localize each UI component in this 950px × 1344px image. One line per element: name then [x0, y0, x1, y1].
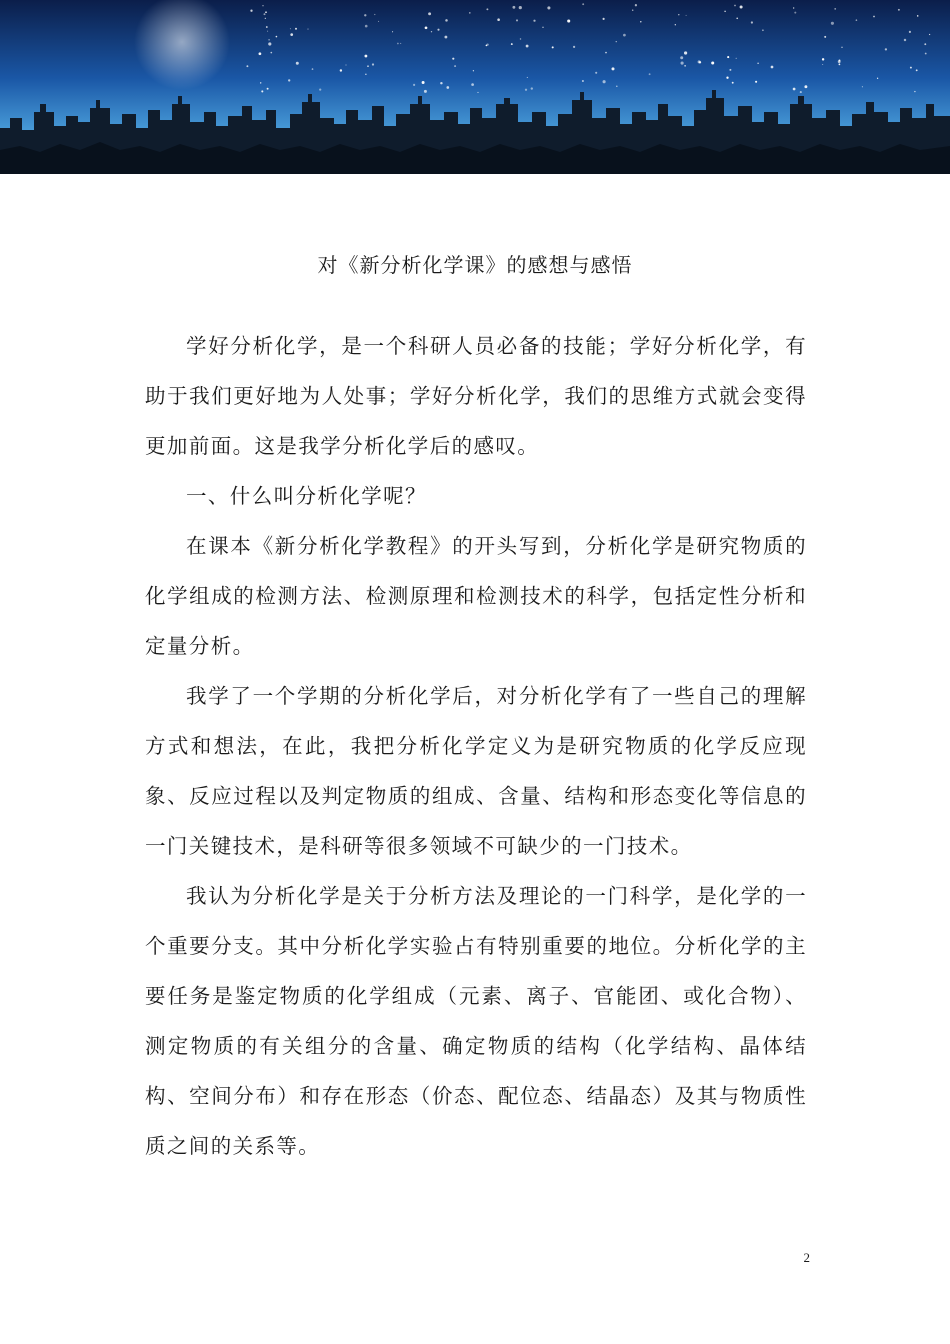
star: [345, 64, 346, 65]
star: [266, 26, 268, 28]
star: [250, 10, 252, 12]
star: [486, 8, 488, 10]
star: [649, 73, 651, 75]
star: [910, 67, 912, 69]
star: [824, 36, 826, 38]
star: [724, 11, 725, 12]
star: [392, 31, 393, 32]
star: [372, 63, 374, 65]
star: [834, 8, 836, 10]
star: [567, 19, 570, 22]
star: [519, 6, 522, 9]
paragraph-main-tasks: 我认为分析化学是关于分析方法及理论的一门科学，是化学的一个重要分支。其中分析化学实验占有特别重要的地位。分析化学的主要任务是鉴定物质的化学组成（元素、离子、官能团、或化合物）、测定物质的有关组分的含量、确定物质的结构（化学结构、晶体结构、空间分布）和存在形态（价态、配位态、结晶态）及其与物质性质之间的关系等。: [145, 884, 807, 1158]
star: [413, 84, 415, 86]
star: [552, 46, 554, 48]
star: [839, 64, 841, 66]
star: [757, 62, 759, 64]
page-number: 2: [803, 1250, 810, 1265]
star: [686, 15, 687, 16]
paragraph-textbook-definition: 在课本《新分析化学教程》的开头写到，分析化学是研究物质的化学组成的检测方法、检测原理和检测技术的科学，包括定性分析和定量分析。: [145, 534, 807, 658]
star: [632, 9, 633, 10]
star: [261, 90, 263, 92]
star: [516, 19, 518, 21]
star: [431, 31, 432, 32]
star: [681, 62, 684, 65]
star: [914, 91, 915, 92]
star: [640, 21, 641, 22]
star: [340, 69, 342, 71]
star: [471, 83, 474, 86]
star: [264, 13, 266, 15]
star: [822, 64, 823, 65]
star: [444, 36, 447, 39]
star: [740, 5, 743, 8]
star: [288, 79, 290, 81]
star: [678, 14, 679, 15]
star: [276, 36, 278, 38]
star: [312, 68, 314, 70]
star: [526, 45, 529, 48]
star: [374, 14, 375, 15]
star: [262, 5, 263, 6]
star: [268, 42, 271, 45]
star: [533, 20, 535, 22]
star: [582, 80, 584, 82]
star: [265, 11, 267, 13]
star: [675, 24, 676, 25]
star: [793, 88, 796, 91]
star: [290, 33, 293, 36]
star: [511, 43, 513, 45]
header-banner: [0, 0, 950, 174]
star: [603, 18, 605, 20]
star: [437, 29, 439, 31]
star: [804, 85, 807, 88]
star: [616, 41, 617, 42]
star: [909, 31, 911, 33]
star: [929, 34, 930, 35]
star: [762, 29, 764, 31]
star: [469, 12, 471, 14]
star: [364, 55, 367, 58]
star: [603, 80, 606, 83]
star: [680, 56, 683, 59]
star: [856, 19, 858, 21]
star: [425, 26, 428, 29]
star: [397, 43, 399, 45]
star: [885, 48, 887, 50]
star: [428, 12, 431, 15]
star: [736, 58, 737, 59]
star: [734, 5, 736, 7]
star: [422, 81, 425, 84]
star: [916, 69, 918, 71]
star: [582, 3, 584, 5]
paragraph-personal-understanding: 我学了一个学期的分析化学后，对分析化学有了一些自己的理解方式和想法，在此，我把分析化学定义为是研究物质的化学反应现象、反应过程以及判定物质的组成、含量、结构和形态变化等信息的一门关键技术，是科研等很多领域不可缺少的一门技术。: [145, 684, 807, 858]
star: [365, 25, 368, 28]
star: [265, 18, 266, 19]
star: [267, 31, 268, 32]
star: [445, 19, 448, 22]
star: [822, 58, 824, 60]
star: [917, 15, 919, 17]
star: [296, 62, 299, 65]
star: [246, 65, 248, 67]
star: [595, 72, 597, 74]
star: [486, 43, 488, 45]
star: [525, 89, 527, 91]
star: [794, 12, 796, 14]
star: [771, 66, 774, 69]
star: [862, 86, 863, 87]
star: [684, 51, 687, 54]
star: [378, 21, 379, 22]
star: [270, 52, 272, 54]
star: [698, 60, 701, 63]
star: [623, 34, 626, 37]
star: [838, 60, 841, 63]
star: [527, 77, 528, 78]
star: [793, 7, 794, 8]
star: [684, 65, 685, 66]
star: [616, 86, 618, 88]
star: [367, 65, 369, 67]
document-body: [145, 321, 807, 1171]
star: [307, 29, 308, 30]
star: [520, 38, 521, 39]
document-title: 对《新分析化学课》的感想与感悟: [317, 253, 633, 277]
star: [477, 92, 478, 93]
star: [873, 16, 875, 18]
star: [424, 90, 427, 93]
star: [454, 65, 456, 67]
star: [573, 46, 575, 48]
star: [260, 82, 261, 83]
star: [452, 58, 454, 60]
star: [268, 39, 270, 41]
star: [755, 81, 757, 83]
star: [400, 43, 401, 44]
star: [831, 22, 834, 25]
star: [732, 82, 734, 84]
star: [841, 47, 842, 48]
star: [611, 67, 614, 70]
section-heading-what-is-analytical-chemistry: 一、什么叫分析化学呢？: [186, 484, 427, 508]
star: [473, 70, 474, 71]
star: [727, 56, 729, 58]
star: [547, 6, 550, 9]
star: [635, 4, 637, 6]
star: [726, 77, 728, 79]
paragraph-intro: 学好分析化学，是一个科研人员必备的技能；学好分析化学，有助于我们更好地为人处事；学好分析化学，我们的思维方式就会变得更加前面。这是我学分析化学后的感叹。: [145, 334, 807, 458]
star: [736, 17, 738, 19]
star: [259, 52, 262, 55]
star: [365, 74, 366, 75]
star: [904, 39, 906, 41]
star: [800, 91, 802, 93]
star: [877, 78, 878, 79]
star: [924, 43, 926, 45]
star: [440, 82, 442, 84]
star: [497, 18, 500, 21]
star: [290, 28, 291, 29]
star: [446, 86, 449, 89]
star: [711, 61, 714, 64]
star: [319, 88, 321, 90]
star: [542, 27, 543, 28]
night-skyline-illustration: [0, 0, 950, 174]
star: [512, 6, 515, 9]
star: [364, 14, 366, 16]
star: [898, 9, 900, 11]
star: [925, 53, 927, 55]
star: [295, 28, 297, 30]
star: [605, 52, 607, 54]
star: [267, 88, 269, 90]
star: [531, 87, 533, 89]
star: [729, 69, 731, 71]
star: [751, 21, 753, 23]
